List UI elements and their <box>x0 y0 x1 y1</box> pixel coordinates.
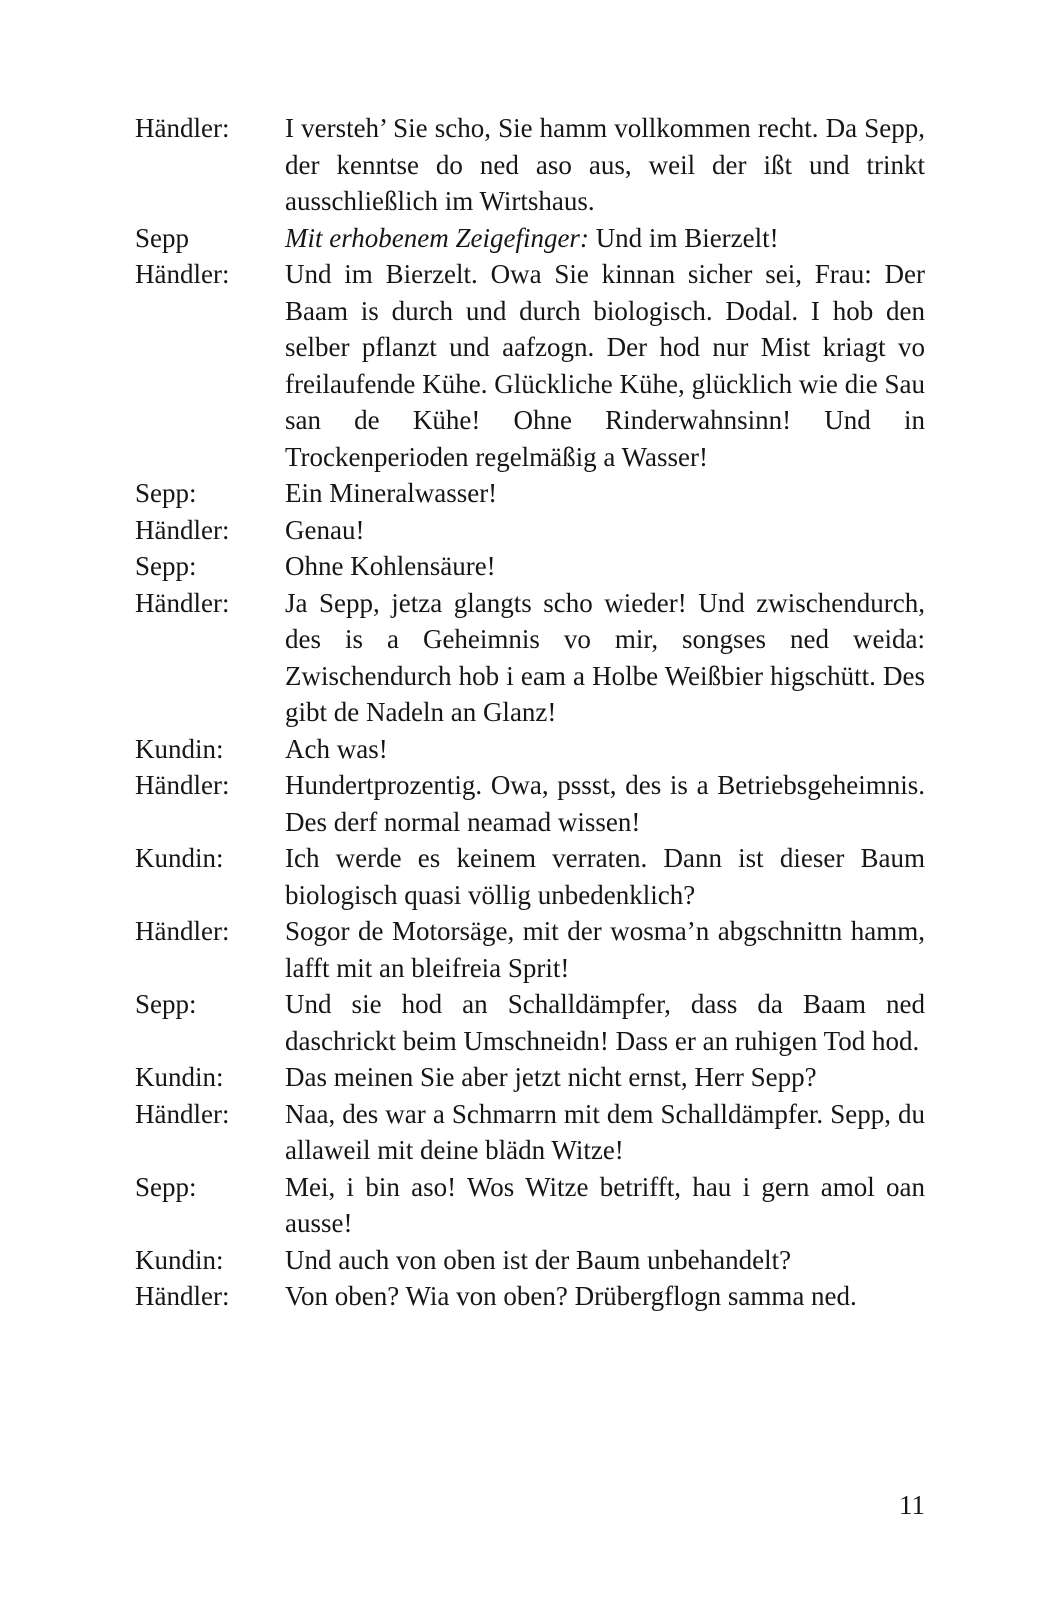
speech-text: I versteh’ Sie scho, Sie hamm vollkommen recht. Da Sepp, der kenntse do ned aso aus, weil der ißt und trinkt ausschließlich im Wirtshaus. <box>285 113 925 216</box>
speaker-label: Sepp <box>135 222 189 253</box>
dialogue-entry <box>135 1059 925 1096</box>
speaker-label: Kundin: <box>135 1062 224 1092</box>
speaker-label: Händler: <box>135 770 230 800</box>
speech-text: Ohne Kohlensäure! <box>285 551 496 581</box>
page-number: 11 <box>899 1490 925 1520</box>
speech <box>285 731 925 768</box>
speech-text: Genau! <box>285 514 365 545</box>
speech <box>285 913 925 986</box>
speech <box>285 986 925 1059</box>
speech-text: Und im Bierzelt. Owa Sie kinnan sicher sei, Frau: Der Baam is durch und durch biologisch. Dodal. I hob den selber pflanzt und aafzogn. Der hod nur Mist kriagt vo freilaufende Kühe. Glückliche Kühe, glücklich wie die Sau san de Kühe! Ohne Rinderwahnsinn! Und in Trockenperioden regelmäßig a Wasser! <box>285 259 925 472</box>
speech <box>285 1242 925 1279</box>
dialogue-entry <box>135 1169 925 1242</box>
speech-text: Ein Mineralwasser! <box>285 478 498 508</box>
speech-text: Ja Sepp, jetza glangts scho wieder! Und zwischendurch, des is a Geheimnis vo mir, songses ned weida: Zwischendurch hob i eam a Holbe Weißbier higschütt. Des gibt de Nadeln an Glanz! <box>285 587 925 727</box>
speech <box>285 110 925 220</box>
speech-text: Naa, des war a Schmarrn mit dem Schalldämpfer. Sepp, du allaweil mit deine blädn Witze! <box>285 1098 925 1165</box>
dialogue-entry <box>135 1278 925 1315</box>
speech <box>285 512 925 549</box>
speaker-label: Händler: <box>135 514 230 545</box>
dialogue-entry <box>135 110 925 220</box>
speaker-label: Händler: <box>135 259 230 289</box>
speaker-label: Händler: <box>135 1098 230 1129</box>
speech <box>285 767 925 840</box>
speech <box>285 585 925 731</box>
dialogue-entry <box>135 767 925 840</box>
speaker-label: Sepp: <box>135 989 197 1019</box>
speech <box>285 220 925 257</box>
speech <box>285 256 925 475</box>
speech-text: Von oben? Wia von oben? Drübergflogn samma ned. <box>285 1281 857 1311</box>
speaker-label: Händler: <box>135 113 230 143</box>
speech <box>285 548 925 585</box>
speaker-label: Sepp: <box>135 478 197 508</box>
speaker-label: Sepp: <box>135 1171 197 1202</box>
speech-text: Ich werde es keinem verraten. Dann ist dieser Baum biologisch quasi völlig unbedenklich? <box>285 843 925 910</box>
speech <box>285 1169 925 1242</box>
speaker-label: Händler: <box>135 1281 230 1311</box>
dialogue-entry <box>135 840 925 913</box>
dialogue-entry <box>135 1242 925 1279</box>
speech-text: Und sie hod an Schalldämpfer, dass da Baam ned daschrickt beim Umschneidn! Dass er an ruhigen Tod hod. <box>285 989 925 1056</box>
dialogue-entry <box>135 585 925 731</box>
dialogue-entry <box>135 475 925 512</box>
speech <box>285 1096 925 1169</box>
speech <box>285 475 925 512</box>
dialogue-entry <box>135 913 925 986</box>
speech <box>285 1059 925 1096</box>
dialogue-entry <box>135 220 925 257</box>
speech-text: Und im Bierzelt! <box>595 222 779 253</box>
speech-text: Hundertprozentig. Owa, pssst, des is a Betriebsgeheimnis. Des derf normal neamad wissen! <box>285 770 925 837</box>
stage-direction: Mit erhobenem Zeigefinger: <box>285 222 589 253</box>
speaker-label: Sepp: <box>135 551 197 581</box>
speech-text: Das meinen Sie aber jetzt nicht ernst, Herr Sepp? <box>285 1062 817 1092</box>
dialogue-entry <box>135 256 925 475</box>
dialogue-entry <box>135 1096 925 1169</box>
dialogue-entry <box>135 986 925 1059</box>
dialogue-entry <box>135 731 925 768</box>
speech <box>285 840 925 913</box>
speech-text: Und auch von oben ist der Baum unbehandelt? <box>285 1244 792 1275</box>
speech-text: Ach was! <box>285 733 388 764</box>
dialogue-entry <box>135 512 925 549</box>
speech-text: Mei, i bin aso! Wos Witze betrifft, hau i gern amol oan ausse! <box>285 1171 925 1238</box>
speaker-label: Kundin: <box>135 1244 224 1275</box>
speaker-label: Kundin: <box>135 733 224 764</box>
speaker-label: Händler: <box>135 916 230 946</box>
dialogue-entry <box>135 548 925 585</box>
speaker-label: Händler: <box>135 587 230 618</box>
speaker-label: Kundin: <box>135 843 224 873</box>
speech-text: Sogor de Motorsäge, mit der wosma’n abgschnittn hamm, lafft mit an bleifreia Sprit! <box>285 916 925 983</box>
speech <box>285 1278 925 1315</box>
dialogue-list <box>135 110 925 1315</box>
